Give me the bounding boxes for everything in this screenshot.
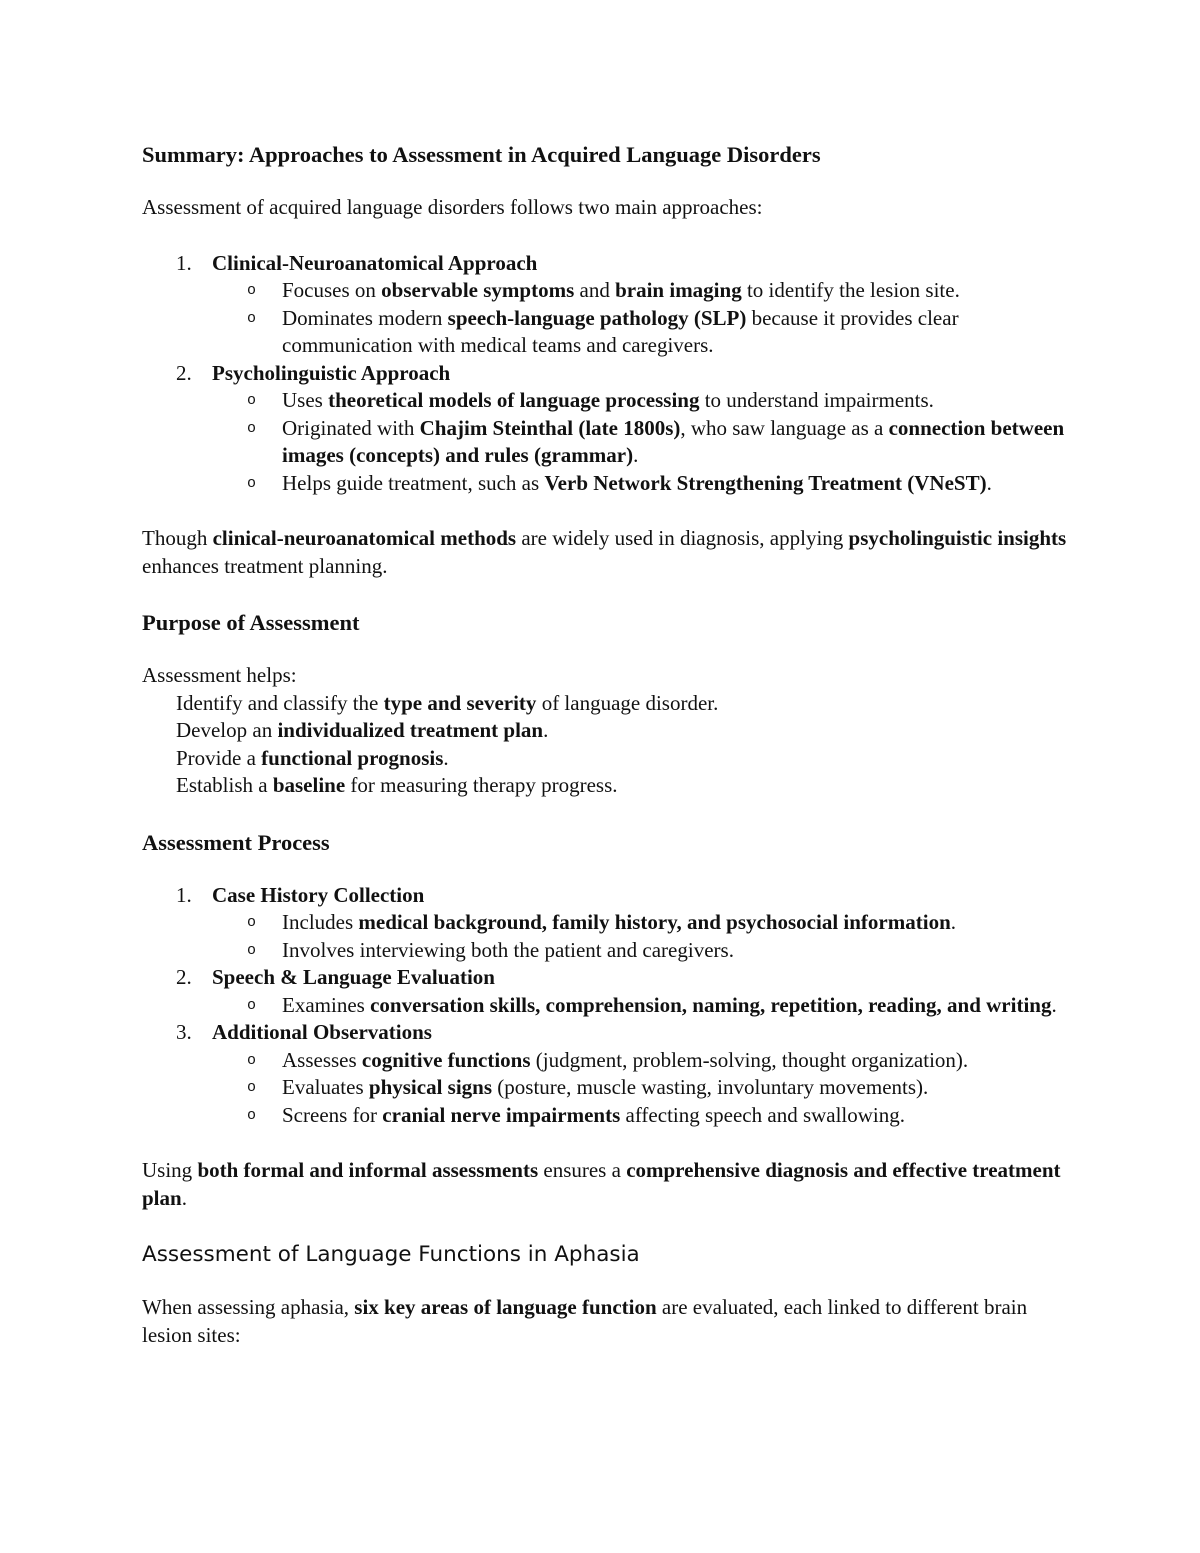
list-number: 1. [176,882,192,907]
summary-intro: Assessment of acquired language disorders follows two main approaches: [142,195,763,219]
approach-bullets [212,277,1082,360]
process-heading: Assessment Process [142,829,330,855]
bullet-icon: o [247,941,257,959]
list-item: Establish a baseline for measuring therapy progress. [176,773,618,797]
list-number: 1. [176,250,192,275]
purpose-list [142,690,1082,800]
list-item: o Originated with Chajim Steinthal (late 1800s), who saw language as a connection between images (concepts) and rules (grammar). [247,415,1065,467]
bullet-icon: o [247,419,257,437]
list-item: o Involves interviewing both the patient and caregivers. [212,937,1082,965]
step-bullets [212,992,1082,1020]
approach-item [142,250,1082,360]
process-list [142,882,1082,1130]
aphasia-heading: Assessment of Language Functions in Aphasia [142,1242,640,1267]
aphasia-intro: When assessing aphasia, six key areas of language function are evaluated, each linked to different brain lesion sites: [142,1295,1028,1347]
list-item: Identify and classify the type and severity of language disorder. [176,690,719,715]
step-title: Speech & Language Evaluation [212,965,495,989]
list-item: o Includes medical background, family history, and psychosocial information. [212,909,1082,937]
list-number: 3. [176,1020,192,1044]
bullet-icon: o [247,914,257,931]
list-item: o Dominates modern speech-language pathology (SLP) because it provides clear communication with medical teams and caregivers. [247,305,959,357]
bullet-icon: o [247,996,257,1014]
step-title: Case History Collection [212,882,425,907]
bullet-icon: o [247,309,257,327]
process-step [142,882,1082,965]
document-page [142,140,1082,1349]
list-item: Develop an individualized treatment plan. [176,718,549,742]
list-item: o Focuses on observable symptoms and brain imaging to identify the lesion site. [212,277,1082,305]
approach-item [142,360,1082,498]
list-item: o Screens for cranial nerve impairments affecting speech and swallowing. [212,1102,1082,1130]
process-conclusion: Using both formal and informal assessments ensures a comprehensive diagnosis and effective treatment plan. [142,1158,1061,1210]
list-number: 2. [176,965,192,989]
bullet-icon: o [247,474,257,492]
bullet-icon: o [247,282,257,299]
bullet-icon: o [247,1106,257,1124]
step-bullets [212,1047,1082,1130]
approach-title: Clinical-Neuroanatomical Approach [212,250,538,275]
list-number: 2. [176,360,192,385]
list-item: Provide a functional prognosis. [176,745,449,770]
approach-bullets [212,387,1082,497]
summary-heading: Summary: Approaches to Assessment in Acquired Language Disorders [142,142,821,167]
bullet-icon: o [247,392,257,409]
purpose-intro: Assessment helps: [142,663,297,687]
list-item: o Uses theoretical models of language processing to understand impairments. [212,387,1082,415]
process-step [142,1019,1082,1129]
approach-title: Psycholinguistic Approach [212,360,451,385]
bullet-icon: o [247,1051,257,1069]
list-item: o Assesses cognitive functions (judgment, problem-solving, thought organization). [212,1047,1082,1075]
summary-conclusion: Though clinical-neuroanatomical methods are widely used in diagnosis, applying psycholinguistic insights enhances treatment planning. [142,526,1067,578]
bullet-icon: o [247,1079,257,1096]
purpose-heading: Purpose of Assessment [142,610,360,635]
step-title: Additional Observations [212,1020,432,1044]
list-item: o Helps guide treatment, such as Verb Network Strengthening Treatment (VNeST). [212,470,1082,498]
process-step [142,964,1082,1019]
approaches-list [142,250,1082,498]
list-item: o Evaluates physical signs (posture, muscle wasting, involuntary movements). [212,1074,1082,1102]
list-item: o Examines conversation skills, comprehension, naming, repetition, reading, and writing. [212,992,1082,1020]
step-bullets [212,909,1082,964]
